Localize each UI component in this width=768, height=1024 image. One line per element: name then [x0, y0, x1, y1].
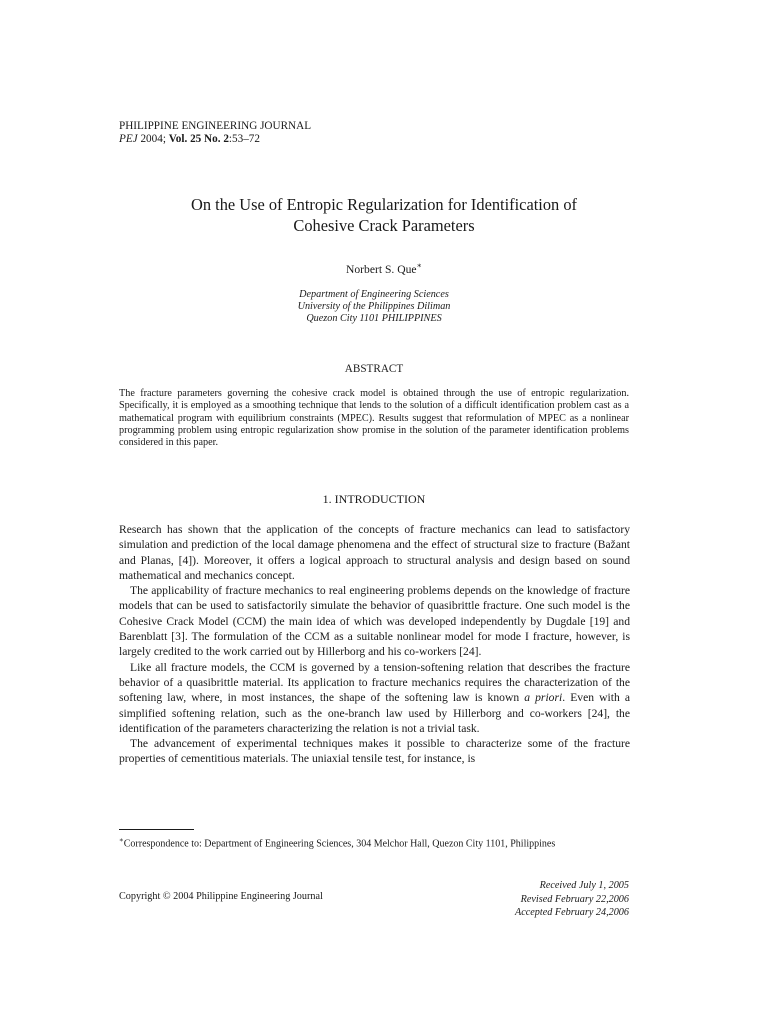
intro-p3-text-a: Like all fracture models, the CCM is governed by a tension-softening relation that describes the fracture behavior of a quasibrittle material. Its application to fracture mechanics requires the characterization of the softening law, where, in most instances, the shape of the softening law is known: [119, 660, 630, 705]
introduction-body: [119, 522, 630, 767]
affiliation: [0, 289, 748, 325]
publication-dates: [515, 879, 629, 920]
copyright-notice: Copyright © 2004 Philippine Engineering Journal: [119, 891, 323, 902]
journal-abbrev: PEJ: [119, 133, 138, 145]
intro-p3-text-b: . Even with a simplified softening relation, such as the one-branch law used by Hillerborg and co-workers [24], the identification of the parameters characterizing the relation is not a trivial task.: [119, 691, 630, 735]
affiliation-line-1: Department of Engineering Sciences: [299, 289, 449, 300]
footnote-text: Correspondence to: Department of Engineering Sciences, 304 Melchor Hall, Quezon City 1101, Philippines: [123, 838, 556, 850]
journal-pages: :53–72: [228, 133, 260, 145]
date-accepted: Accepted February 24,2006: [514, 907, 629, 918]
footnote: [119, 836, 555, 849]
abstract-text: The fracture parameters governing the cohesive crack model is obtained through the use of entropic regularization. Specifically, it is employed as a smoothing technique that lends to the solution of a difficult identification problem cast as a mathematical program with equilibrium constraints (MPEC). Results suggest that reformulation of MPEC as a nonlinear programming problem using entropic regularization show promise in the solution of the parameter identification problems considered in this paper.: [119, 388, 629, 449]
section-heading-introduction: 1. INTRODUCTION: [322, 492, 426, 506]
footnote-divider: [119, 829, 194, 830]
date-received: Received July 1, 2005: [539, 880, 629, 891]
paper-title: [0, 194, 768, 236]
intro-p3-italic: a priori: [524, 691, 563, 705]
journal-header: [119, 120, 311, 146]
journal-volume: Vol. 25 No. 2: [168, 133, 229, 145]
intro-paragraph-4: The advancement of experimental techniques makes it possible to characterize some of the fracture properties of cementitious materials. The uniaxial tensile test, for instance, is: [119, 737, 630, 766]
author: [0, 261, 768, 276]
footnote-mark: ∗: [119, 836, 124, 844]
affiliation-line-2: University of the Philippines Diliman: [297, 301, 451, 312]
title-line-1: On the Use of Entropic Regularization for Identification of: [191, 195, 577, 214]
journal-year: 2004;: [140, 133, 166, 145]
affiliation-line-3: Quezon City 1101 PHILIPPINES: [306, 313, 442, 324]
journal-citation: [119, 133, 311, 146]
title-line-2: Cohesive Crack Parameters: [293, 216, 475, 235]
journal-name: PHILIPPINE ENGINEERING JOURNAL: [119, 120, 312, 132]
author-footnote-mark: ∗: [416, 261, 422, 270]
intro-paragraph-3: [119, 660, 630, 736]
intro-paragraph-1: Research has shown that the application of the concepts of fracture mechanics can lead to satisfactory simulation and prediction of the local damage phenomena and the effect of structural size to fracture (Bažant and Planas, [4]). Moreover, it offers a logical approach to structural analysis and design based on sound mathematical and mechanics concept.: [119, 523, 630, 582]
intro-paragraph-2: The applicability of fracture mechanics to real engineering problems depends on the knowledge of fracture models that can be used to satisfactorily simulate the behavior of quasibrittle fracture. One such model is the Cohesive Crack Model (CCM) the main idea of which was developed independently by Dugdale [19] and Barenblatt [3]. The formulation of the CCM as a suitable nonlinear model for mode I fracture, however, is largely credited to the work carried out by Hillerborg and his co-workers [24].: [119, 584, 630, 659]
date-revised: Revised February 22,2006: [520, 893, 629, 905]
author-name: Norbert S. Que: [346, 262, 417, 276]
abstract-heading: ABSTRACT: [344, 363, 404, 375]
